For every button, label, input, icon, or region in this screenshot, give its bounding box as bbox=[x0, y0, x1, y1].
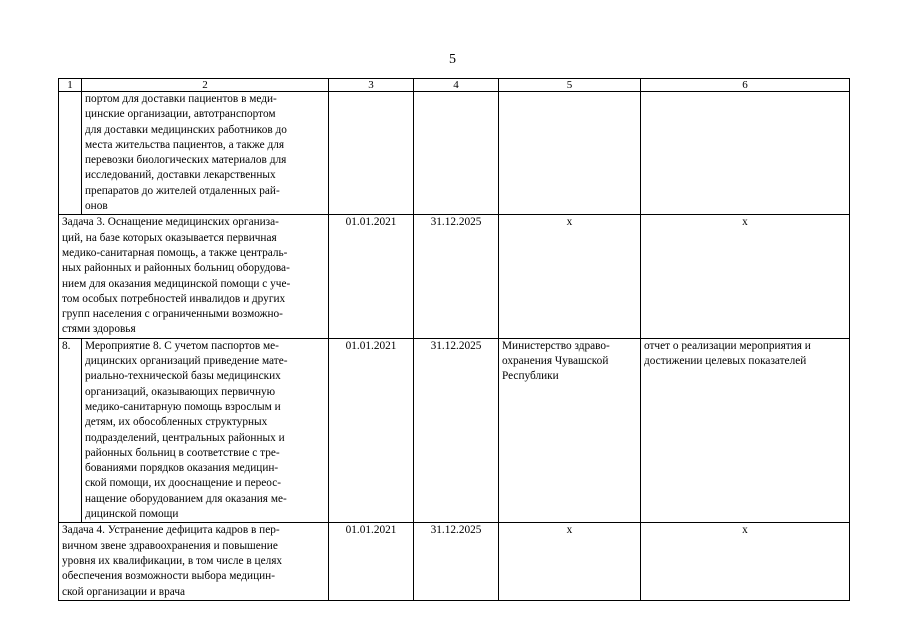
cell-number: 8. bbox=[59, 338, 82, 523]
table-row-task-4 bbox=[59, 523, 850, 600]
text-line: онов bbox=[85, 200, 108, 213]
cell-start-date: 01.01.2021 bbox=[329, 215, 414, 338]
text-line: детям, их обособленных структурных bbox=[85, 416, 268, 429]
text-line: нием для оказания медицинской помощи с уче- bbox=[62, 277, 291, 290]
text-line: Задача 4. Устранение дефицита кадров в пер- bbox=[62, 524, 280, 537]
cell-end-date: 31.12.2025 bbox=[414, 523, 499, 600]
cell-end-date: 31.12.2025 bbox=[414, 215, 499, 338]
col-header-6: 6 bbox=[641, 79, 850, 92]
text-line: организаций, оказывающих первичную bbox=[85, 385, 276, 398]
text-line: том особых потребностей инвалидов и других bbox=[62, 292, 286, 305]
cell-result: х bbox=[641, 523, 850, 600]
cell-start-date bbox=[329, 92, 414, 215]
text-line: охранения Чувашской bbox=[502, 355, 609, 368]
text-line: нащение оборудованием для оказания ме- bbox=[85, 492, 287, 505]
table-row-task-3 bbox=[59, 215, 850, 338]
col-header-2: 2 bbox=[82, 79, 329, 92]
text-line: Республики bbox=[502, 370, 559, 383]
activities-table bbox=[58, 78, 850, 601]
text-line: места жительства пациентов, а также для bbox=[85, 138, 285, 151]
cell-result: х bbox=[641, 215, 850, 338]
text-line: групп населения с ограниченными возможно- bbox=[62, 308, 283, 321]
text-line: дицинских организаций приведение мате- bbox=[85, 355, 288, 368]
text-line: ской организации и врача bbox=[62, 585, 186, 598]
text-line: исследований, доставки лекарственных bbox=[85, 169, 276, 182]
cell-task-description bbox=[59, 523, 329, 600]
cell-start-date: 01.01.2021 bbox=[329, 523, 414, 600]
text-line: достижении целевых показателей bbox=[644, 355, 807, 368]
text-line: Мероприятие 8. С учетом паспортов ме- bbox=[85, 339, 279, 352]
text-line: препаратов до жителей отдаленных рай- bbox=[85, 184, 280, 197]
text-line: ных районных и районных больниц оборудова- bbox=[62, 262, 290, 275]
cell-executor: х bbox=[499, 523, 641, 600]
text-line: Министерство здраво- bbox=[502, 339, 610, 352]
col-header-3: 3 bbox=[329, 79, 414, 92]
text-line: цинские организации, автотранспортом bbox=[85, 108, 276, 121]
table-row-measure-8 bbox=[59, 338, 850, 523]
page-number: 5 bbox=[449, 52, 456, 67]
cell-executor bbox=[499, 338, 641, 523]
text-line: перевозки биологических материалов для bbox=[85, 154, 287, 167]
cell-end-date: 31.12.2025 bbox=[414, 338, 499, 523]
cell-result bbox=[641, 92, 850, 215]
text-line: вичном звене здравоохранения и повышение bbox=[62, 539, 278, 552]
cell-start-date: 01.01.2021 bbox=[329, 338, 414, 523]
col-header-1: 1 bbox=[59, 79, 82, 92]
text-line: для доставки медицинских работников до bbox=[85, 123, 287, 136]
cell-number bbox=[59, 92, 82, 215]
text-line: отчет о реализации мероприятия и bbox=[644, 339, 811, 352]
col-header-4: 4 bbox=[414, 79, 499, 92]
table-row-continuation bbox=[59, 92, 850, 215]
cell-description bbox=[82, 92, 329, 215]
col-header-5: 5 bbox=[499, 79, 641, 92]
cell-result bbox=[641, 338, 850, 523]
text-line: уровня их квалификации, в том числе в целях bbox=[62, 554, 283, 567]
text-line: подразделений, центральных районных и bbox=[85, 431, 285, 444]
text-line: портом для доставки пациентов в меди- bbox=[85, 93, 277, 105]
text-line: риально-технической базы медицинских bbox=[85, 370, 281, 383]
text-line: обеспечения возможности выбора медицин- bbox=[62, 570, 275, 583]
cell-task-description bbox=[59, 215, 329, 338]
text-line: дицинской помощи bbox=[85, 508, 179, 521]
cell-executor: х bbox=[499, 215, 641, 338]
text-line: районных больниц в соответствие с тре- bbox=[85, 446, 280, 459]
text-line: медико-санитарную помощь взрослым и bbox=[85, 400, 281, 413]
column-number-row bbox=[59, 79, 850, 92]
text-line: Задача 3. Оснащение медицинских организа- bbox=[62, 216, 279, 229]
text-line: стями здоровья bbox=[62, 323, 136, 336]
text-line: ской помощи, их дооснащение и переос- bbox=[85, 477, 281, 490]
text-line: медико-санитарная помощь, а также централь- bbox=[62, 246, 288, 259]
cell-description bbox=[82, 338, 329, 523]
text-line: бованиями порядков оказания медицин- bbox=[85, 462, 279, 475]
text-line: ций, на базе которых оказывается первичная bbox=[62, 231, 277, 244]
cell-executor bbox=[499, 92, 641, 215]
cell-end-date bbox=[414, 92, 499, 215]
